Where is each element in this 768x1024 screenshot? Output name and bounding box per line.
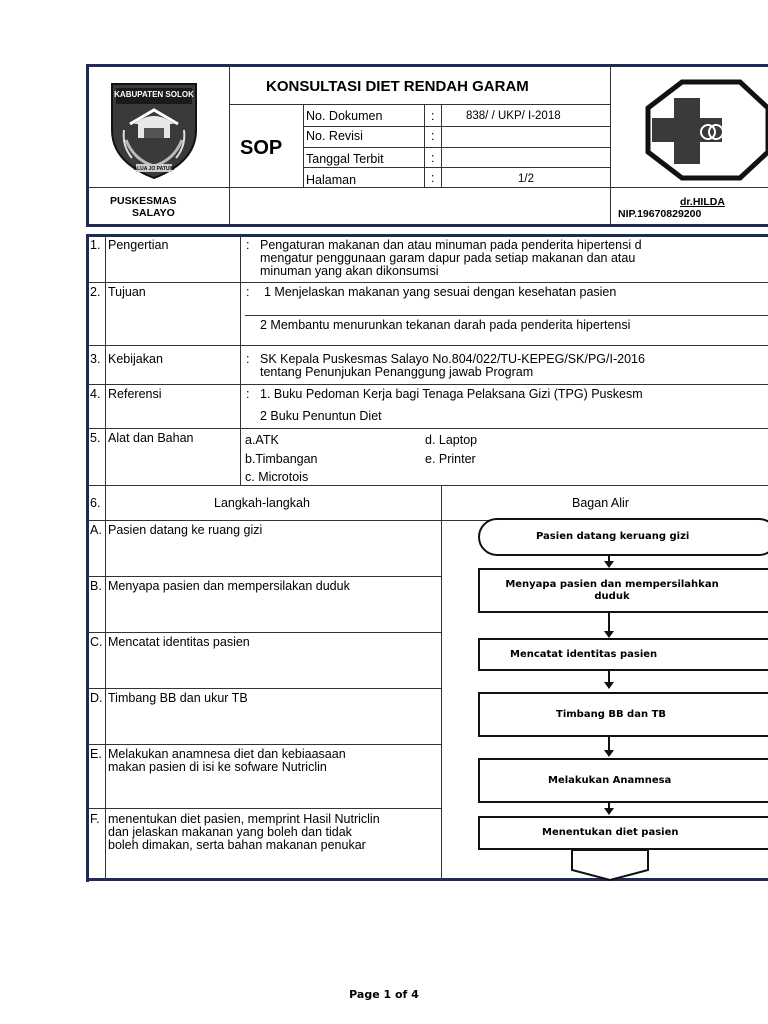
kebijakan-line: tentang Penunjukan Penanggung jawab Program (260, 365, 534, 379)
alat-item: b.Timbangan (245, 452, 318, 466)
sop-label: SOP (240, 137, 283, 159)
flow-step-text: Menyapa pasien dan mempersilahkan (505, 578, 719, 590)
alat-item: c. Microtois (245, 470, 309, 484)
flow-step-box (478, 816, 768, 850)
tujuan-item-1: 1 Menjelaskan makanan yang sesuai dengan kesehatan pasien (264, 285, 617, 299)
flow-arrow-icon (604, 631, 614, 638)
pengertian-line: mengatur penggunaan garam dapur pada setiap makanan dan atau (260, 251, 636, 265)
section-number: 3. (90, 352, 101, 366)
doc-field-colon: : (431, 171, 435, 185)
signer-nip: NIP.19670829200 (618, 208, 702, 220)
alat-item: a.ATK (245, 433, 279, 447)
step-text: dan jelaskan makanan yang boleh dan tidak (108, 825, 352, 839)
step-letter: E. (90, 747, 102, 761)
step-text: makan pasien di isi ke sofware Nutriclin (108, 760, 327, 774)
section-number: 1. (90, 238, 101, 252)
section-colon: : (246, 387, 250, 401)
step-text: Menyapa pasien dan mempersilakan duduk (108, 579, 350, 593)
doc-field-label: No. Dokumen (306, 109, 383, 123)
flow-step-text: Timbang BB dan TB (556, 708, 667, 720)
section-label-referensi: Referensi (108, 387, 162, 401)
pengertian-line: minuman yang akan dikonsumsi (260, 264, 439, 278)
step-text: Mencatat identitas pasien (108, 635, 250, 649)
flow-arrow-icon (604, 561, 614, 568)
puskesmas-cross-icon (630, 78, 768, 182)
section-label-alat: Alat dan Bahan (108, 431, 194, 445)
doc-field-label: No. Revisi (306, 129, 363, 143)
step-text: menentukan diet pasien, memprint Hasil Nutriclin (108, 812, 380, 826)
flow-connector (608, 613, 610, 632)
org-name-line2: SALAYO (132, 207, 175, 219)
referensi-item-1: 1. Buku Pedoman Kerja bagi Tenaga Pelaksana Gizi (TPG) Puskesm (260, 387, 643, 401)
steps-column-header: Langkah-langkah (214, 496, 310, 510)
flow-arrow-icon (604, 682, 614, 689)
flow-arrow-icon (604, 750, 614, 757)
referensi-item-2: 2 Buku Penuntun Diet (260, 409, 382, 423)
flow-step-text: duduk (594, 590, 630, 602)
flowchart-column-header: Bagan Alir (572, 496, 629, 510)
step-letter: B. (90, 579, 102, 593)
sop-title: KONSULTASI DIET RENDAH GARAM (266, 78, 529, 95)
section-label-pengertian: Pengertian (108, 238, 169, 252)
step-letter: C. (90, 635, 103, 649)
section-number: 4. (90, 387, 101, 401)
doc-field-colon: : (431, 151, 435, 165)
step-text: Timbang BB dan ukur TB (108, 691, 248, 705)
section-colon: : (246, 352, 250, 366)
section-number: 6. (90, 496, 101, 510)
doc-field-label: Halaman (306, 173, 357, 187)
section-label-kebijakan: Kebijakan (108, 352, 163, 366)
tujuan-item-2: 2 Membantu menurunkan tekanan darah pada penderita hipertensi (260, 318, 631, 332)
flow-offpage-connector-icon (570, 848, 650, 882)
flow-step-box (478, 758, 768, 803)
section-label-tujuan: Tujuan (108, 285, 146, 299)
alat-item: d. Laptop (425, 433, 478, 447)
page-footer: Page 1 of 4 (349, 988, 419, 1001)
alat-item: e. Printer (425, 452, 476, 466)
step-letter: A. (90, 523, 102, 537)
kebijakan-line: SK Kepala Puskesmas Salayo No.804/022/TU-KEPEG/SK/PG/I-2016 (260, 352, 645, 366)
section-number: 5. (90, 431, 101, 445)
pengertian-line: Pengaturan makanan dan atau minuman pada penderita hipertensi d (260, 238, 642, 252)
signer-name: dr.HILDA (680, 196, 725, 208)
org-name-line1: PUSKESMAS (110, 195, 177, 207)
flow-step-text: Mencatat identitas pasien (510, 648, 658, 660)
step-letter: D. (90, 691, 103, 705)
flow-connector (608, 737, 610, 751)
flow-step-text: Melakukan Anamnesa (548, 774, 672, 786)
doc-field-value: 1/2 (518, 173, 534, 185)
doc-field-value: 838/ / UKP/ I-2018 (466, 110, 561, 122)
step-text: boleh dimakan, serta bahan makanan penukar (108, 838, 366, 852)
step-text: Pasien datang ke ruang gizi (108, 523, 263, 537)
step-text: Melakukan anamnesa diet dan kebiaasaan (108, 747, 346, 761)
flow-arrow-icon (604, 808, 614, 815)
logo-text: KABUPATEN SOLOK (114, 90, 194, 99)
step-letter: F. (90, 812, 100, 826)
section-colon: : (246, 238, 250, 252)
flow-step-text: Menentukan diet pasien (542, 827, 679, 838)
section-number: 2. (90, 285, 101, 299)
logo-motto: ALUA JO PATUIK (133, 166, 175, 172)
flow-start-terminal (478, 518, 768, 556)
doc-field-colon: : (431, 109, 435, 123)
flow-start-text: Pasien datang keruang gizi (536, 531, 690, 542)
flow-step-box (478, 692, 768, 737)
doc-field-colon: : (431, 129, 435, 143)
flow-step-box (478, 638, 768, 671)
doc-field-label: Tanggal Terbit (306, 152, 384, 166)
flow-step-box (478, 568, 768, 613)
section-colon: : (246, 285, 250, 299)
